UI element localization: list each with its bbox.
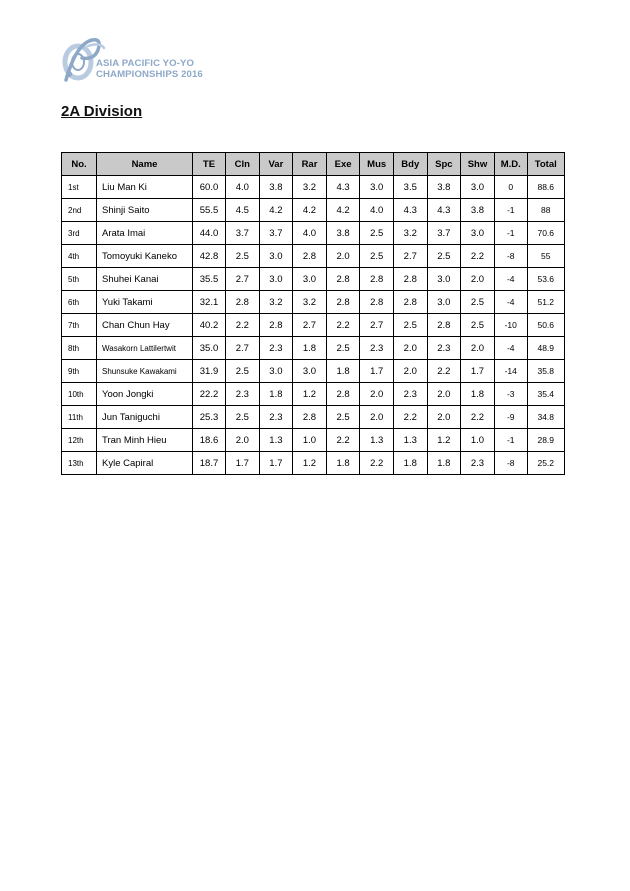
col-header-name: Name (97, 153, 193, 176)
score-cell: 1.8 (293, 337, 327, 360)
score-cell: 2.5 (427, 245, 461, 268)
score-cell: 3.0 (360, 176, 394, 199)
competitor-name-cell: Shunsuke Kawakami (97, 360, 193, 383)
table-row (62, 176, 565, 199)
total-cell: 55 (527, 245, 564, 268)
score-cell: 2.5 (360, 222, 394, 245)
competitor-name-cell: Arata Imai (97, 222, 193, 245)
major-deduction-cell: 0 (494, 176, 527, 199)
score-cell: 2.2 (326, 429, 360, 452)
col-header-md: M.D. (494, 153, 527, 176)
table-row (62, 314, 565, 337)
major-deduction-cell: -8 (494, 245, 527, 268)
col-header-exe: Exe (326, 153, 360, 176)
major-deduction-cell: -3 (494, 383, 527, 406)
score-cell: 2.0 (427, 406, 461, 429)
col-header-te: TE (193, 153, 226, 176)
competitor-name-cell: Jun Taniguchi (97, 406, 193, 429)
logo-line-2: CHAMPIONSHIPS 2016 (96, 68, 203, 80)
major-deduction-cell: -10 (494, 314, 527, 337)
score-cell: 3.0 (259, 360, 293, 383)
table-row (62, 383, 565, 406)
score-cell: 2.5 (226, 245, 260, 268)
score-cell: 1.8 (427, 452, 461, 475)
score-cell: 3.8 (427, 176, 461, 199)
score-cell: 2.5 (393, 314, 427, 337)
table-row (62, 291, 565, 314)
competitor-name-cell: Liu Man Ki (97, 176, 193, 199)
score-cell: 3.0 (293, 268, 327, 291)
table-row (62, 245, 565, 268)
rank-cell: 11th (62, 406, 97, 429)
table-row (62, 199, 565, 222)
score-cell: 1.0 (461, 429, 495, 452)
major-deduction-cell: -1 (494, 199, 527, 222)
score-cell: 2.0 (360, 383, 394, 406)
major-deduction-cell: -1 (494, 429, 527, 452)
score-cell: 2.0 (393, 360, 427, 383)
score-cell: 1.8 (393, 452, 427, 475)
total-cell: 50.6 (527, 314, 564, 337)
score-cell: 1.0 (293, 429, 327, 452)
table-row (62, 452, 565, 475)
table-row (62, 360, 565, 383)
score-cell: 2.8 (293, 406, 327, 429)
score-cell: 3.0 (427, 291, 461, 314)
score-cell: 1.7 (360, 360, 394, 383)
rank-cell: 5th (62, 268, 97, 291)
score-cell: 31.9 (193, 360, 226, 383)
score-cell: 2.2 (427, 360, 461, 383)
rank-cell: 2nd (62, 199, 97, 222)
score-cell: 4.2 (259, 199, 293, 222)
score-cell: 2.3 (360, 337, 394, 360)
score-cell: 35.5 (193, 268, 226, 291)
score-cell: 2.8 (293, 245, 327, 268)
score-cell: 1.3 (259, 429, 293, 452)
score-cell: 1.8 (259, 383, 293, 406)
score-cell: 2.3 (259, 337, 293, 360)
col-header-shw: Shw (461, 153, 495, 176)
total-cell: 35.8 (527, 360, 564, 383)
score-cell: 32.1 (193, 291, 226, 314)
major-deduction-cell: -9 (494, 406, 527, 429)
score-cell: 1.8 (326, 360, 360, 383)
score-cell: 4.2 (326, 199, 360, 222)
score-cell: 3.0 (259, 245, 293, 268)
score-cell: 3.0 (259, 268, 293, 291)
total-cell: 34.8 (527, 406, 564, 429)
score-cell: 3.2 (293, 291, 327, 314)
results-body (62, 176, 565, 475)
score-cell: 2.2 (393, 406, 427, 429)
major-deduction-cell: -4 (494, 291, 527, 314)
total-cell: 88 (527, 199, 564, 222)
score-cell: 2.2 (326, 314, 360, 337)
competitor-name-cell: Chan Chun Hay (97, 314, 193, 337)
score-cell: 1.3 (393, 429, 427, 452)
major-deduction-cell: -4 (494, 337, 527, 360)
score-cell: 3.2 (259, 291, 293, 314)
competitor-name-cell: Tran Minh Hieu (97, 429, 193, 452)
competitor-name-cell: Shinji Saito (97, 199, 193, 222)
score-cell: 1.3 (360, 429, 394, 452)
score-cell: 3.0 (427, 268, 461, 291)
score-cell: 2.7 (360, 314, 394, 337)
score-cell: 2.8 (360, 291, 394, 314)
score-cell: 2.2 (226, 314, 260, 337)
score-cell: 4.3 (326, 176, 360, 199)
rank-cell: 10th (62, 383, 97, 406)
total-cell: 70.6 (527, 222, 564, 245)
total-cell: 88.6 (527, 176, 564, 199)
championship-logo (58, 36, 218, 88)
score-cell: 2.5 (226, 406, 260, 429)
competitor-name-cell: Kyle Capiral (97, 452, 193, 475)
score-cell: 3.8 (326, 222, 360, 245)
score-cell: 55.5 (193, 199, 226, 222)
results-table (61, 152, 565, 475)
score-cell: 2.5 (461, 291, 495, 314)
score-cell: 1.7 (461, 360, 495, 383)
score-cell: 42.8 (193, 245, 226, 268)
col-header-rar: Rar (293, 153, 327, 176)
col-header-spc: Spc (427, 153, 461, 176)
rank-cell: 6th (62, 291, 97, 314)
score-cell: 2.2 (360, 452, 394, 475)
total-cell: 51.2 (527, 291, 564, 314)
score-cell: 2.7 (226, 337, 260, 360)
competitor-name-cell: Wasakorn Lattilertwit (97, 337, 193, 360)
score-cell: 2.8 (226, 291, 260, 314)
col-header-mus: Mus (360, 153, 394, 176)
score-cell: 2.0 (393, 337, 427, 360)
score-cell: 4.5 (226, 199, 260, 222)
logo-line-1: ASIA PACIFIC YO-YO (96, 58, 195, 69)
competitor-name-cell: Tomoyuki Kaneko (97, 245, 193, 268)
score-cell: 2.2 (461, 245, 495, 268)
score-cell: 25.3 (193, 406, 226, 429)
table-row (62, 406, 565, 429)
score-cell: 2.5 (226, 360, 260, 383)
score-cell: 2.5 (461, 314, 495, 337)
col-header-cln: Cln (226, 153, 260, 176)
col-header-total: Total (527, 153, 564, 176)
score-cell: 3.7 (259, 222, 293, 245)
score-cell: 3.8 (259, 176, 293, 199)
rank-cell: 1st (62, 176, 97, 199)
total-cell: 35.4 (527, 383, 564, 406)
competitor-name-cell: Yoon Jongki (97, 383, 193, 406)
score-cell: 2.0 (360, 406, 394, 429)
score-cell: 2.3 (461, 452, 495, 475)
total-cell: 25.2 (527, 452, 564, 475)
total-cell: 28.9 (527, 429, 564, 452)
score-cell: 2.0 (461, 337, 495, 360)
total-cell: 48.9 (527, 337, 564, 360)
score-cell: 4.3 (427, 199, 461, 222)
score-cell: 2.8 (326, 291, 360, 314)
score-cell: 44.0 (193, 222, 226, 245)
score-cell: 2.3 (393, 383, 427, 406)
score-cell: 3.2 (393, 222, 427, 245)
score-cell: 4.3 (393, 199, 427, 222)
score-cell: 2.7 (226, 268, 260, 291)
score-cell: 2.0 (427, 383, 461, 406)
score-cell: 1.7 (259, 452, 293, 475)
score-cell: 2.0 (461, 268, 495, 291)
rank-cell: 8th (62, 337, 97, 360)
major-deduction-cell: -14 (494, 360, 527, 383)
score-cell: 4.0 (226, 176, 260, 199)
score-cell: 1.7 (226, 452, 260, 475)
score-cell: 4.0 (293, 222, 327, 245)
rank-cell: 4th (62, 245, 97, 268)
logo-wordmark (96, 59, 203, 80)
rank-cell: 3rd (62, 222, 97, 245)
col-header-bdy: Bdy (393, 153, 427, 176)
score-cell: 3.7 (226, 222, 260, 245)
score-cell: 18.7 (193, 452, 226, 475)
score-cell: 2.8 (259, 314, 293, 337)
score-cell: 35.0 (193, 337, 226, 360)
score-cell: 4.2 (293, 199, 327, 222)
table-header-row (62, 153, 565, 176)
score-cell: 2.2 (461, 406, 495, 429)
score-cell: 2.8 (393, 268, 427, 291)
score-cell: 3.7 (427, 222, 461, 245)
score-cell: 2.7 (393, 245, 427, 268)
score-cell: 2.5 (326, 337, 360, 360)
score-cell: 2.3 (259, 406, 293, 429)
score-cell: 2.3 (427, 337, 461, 360)
total-cell: 53.6 (527, 268, 564, 291)
score-cell: 2.0 (326, 245, 360, 268)
major-deduction-cell: -4 (494, 268, 527, 291)
score-cell: 3.2 (293, 176, 327, 199)
score-cell: 18.6 (193, 429, 226, 452)
score-cell: 1.2 (293, 383, 327, 406)
rank-cell: 13th (62, 452, 97, 475)
score-cell: 3.5 (393, 176, 427, 199)
table-row (62, 268, 565, 291)
score-cell: 2.7 (293, 314, 327, 337)
score-cell: 2.5 (360, 245, 394, 268)
score-cell: 3.0 (461, 176, 495, 199)
division-title: 2A Division (61, 103, 143, 120)
major-deduction-cell: -1 (494, 222, 527, 245)
score-cell: 2.8 (326, 268, 360, 291)
col-header-no: No. (62, 153, 97, 176)
score-cell: 2.8 (427, 314, 461, 337)
score-cell: 1.8 (461, 383, 495, 406)
score-cell: 1.2 (427, 429, 461, 452)
score-cell: 3.0 (293, 360, 327, 383)
competitor-name-cell: Shuhei Kanai (97, 268, 193, 291)
score-cell: 2.8 (360, 268, 394, 291)
score-cell: 2.8 (326, 383, 360, 406)
score-cell: 1.2 (293, 452, 327, 475)
competitor-name-cell: Yuki Takami (97, 291, 193, 314)
score-cell: 2.8 (393, 291, 427, 314)
score-cell: 22.2 (193, 383, 226, 406)
score-cell: 2.5 (326, 406, 360, 429)
score-cell: 60.0 (193, 176, 226, 199)
rank-cell: 7th (62, 314, 97, 337)
col-header-var: Var (259, 153, 293, 176)
table-row (62, 337, 565, 360)
score-cell: 40.2 (193, 314, 226, 337)
score-cell: 3.0 (461, 222, 495, 245)
major-deduction-cell: -8 (494, 452, 527, 475)
score-cell: 4.0 (360, 199, 394, 222)
score-cell: 2.0 (226, 429, 260, 452)
table-row (62, 222, 565, 245)
rank-cell: 12th (62, 429, 97, 452)
score-cell: 3.8 (461, 199, 495, 222)
score-cell: 1.8 (326, 452, 360, 475)
table-row (62, 429, 565, 452)
score-cell: 2.3 (226, 383, 260, 406)
rank-cell: 9th (62, 360, 97, 383)
